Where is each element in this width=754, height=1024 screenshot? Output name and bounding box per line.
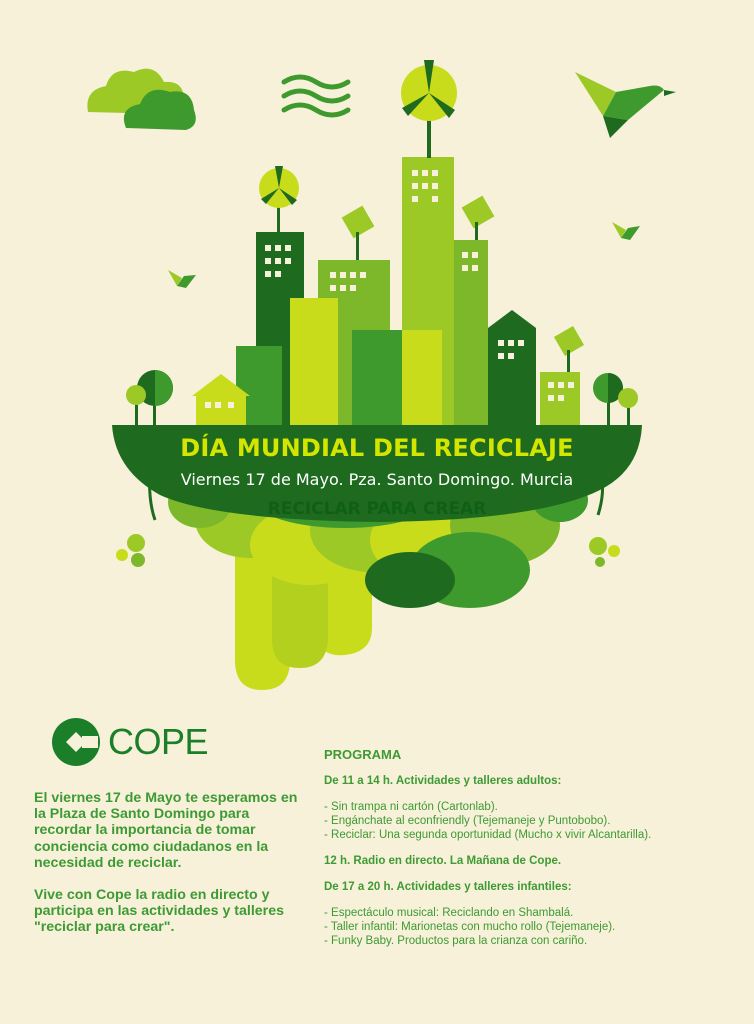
intro-paragraph-1: El viernes 17 de Mayo te esperamos en la Plaza de Santo Domingo para recordar la importancia de tomar conciencia como ciudadanos en la necesidad de reciclar. bbox=[34, 790, 298, 871]
event-subtitle: Viernes 17 de Mayo. Pza. Santo Domingo. Murcia bbox=[180, 470, 574, 489]
list-item: - Engánchate al econfriendly (Tejemaneje y Puntobobo). bbox=[324, 815, 611, 827]
list-item: - Sin trampa ni cartón (Cartonlab). bbox=[324, 801, 498, 813]
cloud-icon bbox=[87, 69, 195, 130]
wind-waves-icon bbox=[284, 77, 348, 115]
list-item: - Reciclar: Una segunda oportunidad (Mucho x vivir Alcantarilla). bbox=[324, 829, 652, 841]
programa-section-adults: De 11 a 14 h. Actividades y talleres adultos: bbox=[324, 775, 562, 787]
programa-list-adults bbox=[324, 800, 744, 842]
programa-section-kids: De 17 a 20 h. Actividades y talleres infantiles: bbox=[324, 881, 572, 893]
event-slogan: RECICLAR PARA CREAR bbox=[267, 499, 487, 519]
city-buildings bbox=[192, 157, 580, 425]
programa-heading: PROGRAMA bbox=[324, 747, 402, 762]
bird-icon bbox=[575, 72, 676, 138]
wind-turbine-icon bbox=[401, 60, 457, 158]
event-title: DÍA MUNDIAL DEL RECICLAJE bbox=[180, 434, 574, 462]
intro-paragraph-2: Vive con Cope la radio en directo y participa en las actividades y talleres "reciclar para crear". bbox=[34, 887, 284, 936]
list-item: - Espectáculo musical: Reciclando en Shambalá. bbox=[324, 907, 574, 919]
brand-name: COPE bbox=[108, 721, 209, 762]
programa-list-kids bbox=[324, 906, 744, 948]
list-item: - Taller infantil: Marionetas con mucho rollo (Tejemaneje). bbox=[324, 921, 616, 933]
wind-turbine-small-icon bbox=[259, 166, 299, 233]
programa-section-radio: 12 h. Radio en directo. La Mañana de Cope. bbox=[324, 855, 562, 867]
intro-text bbox=[34, 790, 310, 952]
cope-logo bbox=[52, 718, 208, 766]
list-item: - Funky Baby. Productos para la crianza con cariño. bbox=[324, 935, 588, 947]
programa bbox=[324, 748, 744, 960]
cope-logo-icon bbox=[52, 718, 100, 766]
